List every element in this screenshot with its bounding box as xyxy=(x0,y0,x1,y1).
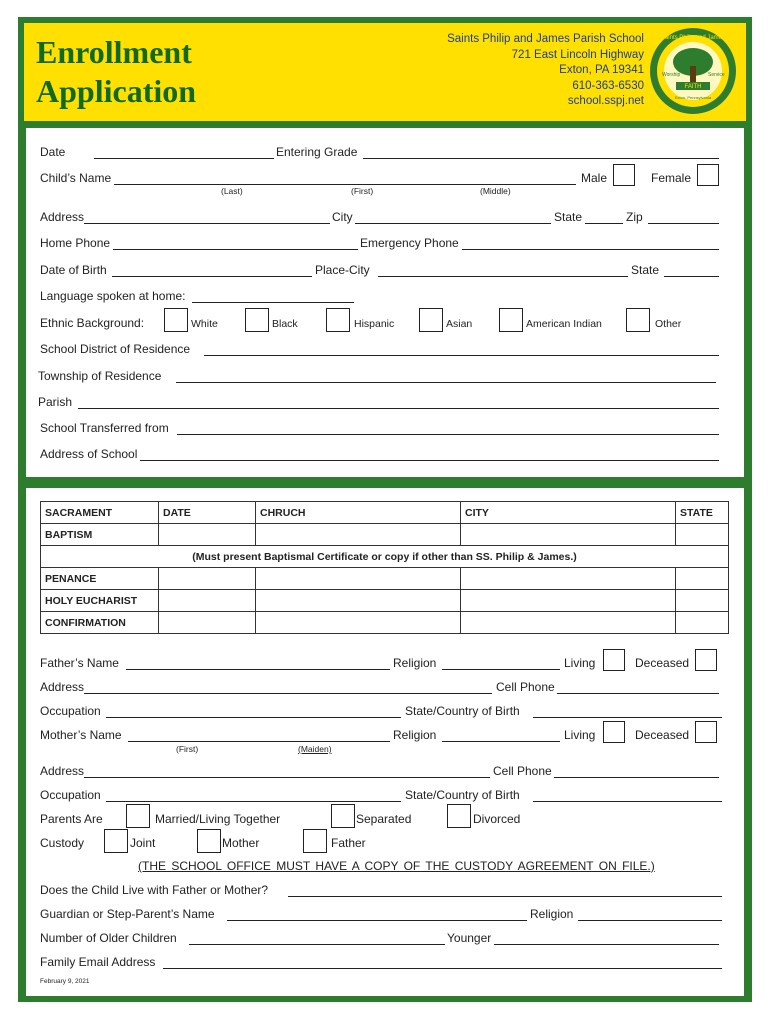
table-row xyxy=(41,568,729,590)
custody-joint-checkbox[interactable] xyxy=(104,829,128,853)
mother-religion-label: Religion xyxy=(393,728,437,742)
school-city: Exton, PA 19341 xyxy=(559,64,644,76)
ethnic-asian-checkbox[interactable] xyxy=(419,308,443,332)
entering-grade-field[interactable] xyxy=(363,158,719,159)
fathers-name-field[interactable] xyxy=(126,669,390,670)
father-deceased-checkbox[interactable] xyxy=(695,649,717,671)
baptism-state-cell[interactable] xyxy=(676,524,729,546)
father-birth-country-label: State/Country of Birth xyxy=(405,704,520,718)
divorced-label: Divorced xyxy=(473,812,521,826)
place-city-field[interactable] xyxy=(378,276,628,277)
female-checkbox[interactable] xyxy=(697,164,719,186)
fathers-name-label: Father’s Name xyxy=(40,656,119,670)
mother-living-label: Living xyxy=(564,728,596,742)
male-label: Male xyxy=(581,171,608,185)
mother-deceased-checkbox[interactable] xyxy=(695,721,717,743)
family-info-section xyxy=(26,488,744,996)
eucharist-state-cell[interactable] xyxy=(676,590,729,612)
father-deceased-label: Deceased xyxy=(635,656,690,670)
eucharist-date-cell[interactable] xyxy=(159,590,256,612)
family-email-field[interactable] xyxy=(163,968,722,969)
penance-city-cell[interactable] xyxy=(461,568,676,590)
father-address-label: Address xyxy=(40,680,85,694)
baptism-note: (Must present Baptismal Certificate or copy if other than SS. Philip & James.) xyxy=(41,546,729,568)
last-caption: (Last) xyxy=(221,186,243,196)
zip-field[interactable] xyxy=(648,223,719,224)
header-city: CITY xyxy=(461,502,676,524)
table-header-row xyxy=(41,502,729,524)
sacrament-penance: PENANCE xyxy=(41,568,159,590)
table-row xyxy=(41,546,729,568)
penance-state-cell[interactable] xyxy=(676,568,729,590)
mother-occupation-field[interactable] xyxy=(106,801,401,802)
father-birth-country-field[interactable] xyxy=(533,717,722,718)
sacrament-confirmation: CONFIRMATION xyxy=(41,612,159,634)
penance-date-cell[interactable] xyxy=(159,568,256,590)
address-label: Address xyxy=(40,210,85,224)
married-label: Married/Living Together xyxy=(155,812,281,826)
father-address-field[interactable] xyxy=(84,693,492,694)
middle-caption: (Middle) xyxy=(480,186,511,196)
date-of-birth-label: Date of Birth xyxy=(40,263,107,277)
township-field[interactable] xyxy=(176,382,716,383)
guardian-religion-label: Religion xyxy=(530,907,574,921)
mother-maiden-caption: (Maiden) xyxy=(298,744,332,754)
separated-label: Separated xyxy=(356,812,412,826)
address-of-school-label: Address of School xyxy=(40,447,138,461)
mother-first-caption: (First) xyxy=(176,744,199,754)
baptism-date-cell[interactable] xyxy=(159,524,256,546)
school-transferred-field[interactable] xyxy=(177,434,719,435)
school-district-field[interactable] xyxy=(204,355,719,356)
father-cell-phone-field[interactable] xyxy=(557,693,719,694)
baptism-city-cell[interactable] xyxy=(461,524,676,546)
childs-name-label: Child’s Name xyxy=(40,171,112,185)
father-cell-phone-label: Cell Phone xyxy=(496,680,555,694)
address-of-school-field[interactable] xyxy=(140,460,719,461)
township-label: Township of Residence xyxy=(38,369,162,383)
father-religion-label: Religion xyxy=(393,656,437,670)
language-field[interactable] xyxy=(192,302,354,303)
mother-address-field[interactable] xyxy=(84,777,490,778)
female-label: Female xyxy=(651,171,692,185)
sacrament-holy-eucharist: HOLY EUCHARIST xyxy=(41,590,159,612)
older-children-field[interactable] xyxy=(189,944,445,945)
ethnic-black-label: Black xyxy=(272,318,298,330)
confirmation-church-cell[interactable] xyxy=(256,612,461,634)
younger-field[interactable] xyxy=(494,944,719,945)
parish-field[interactable] xyxy=(78,408,719,409)
mother-cell-phone-field[interactable] xyxy=(554,777,719,778)
home-phone-label: Home Phone xyxy=(40,236,111,250)
custody-mother-label: Mother xyxy=(222,836,260,850)
school-website[interactable]: school.sspj.net xyxy=(567,95,644,107)
parents-are-label: Parents Are xyxy=(40,812,103,826)
mother-religion-field[interactable] xyxy=(442,741,560,742)
emergency-phone-field[interactable] xyxy=(462,249,719,250)
male-checkbox[interactable] xyxy=(613,164,635,186)
ethnic-hispanic-checkbox[interactable] xyxy=(326,308,350,332)
seal-right-text: Service xyxy=(708,72,725,78)
younger-label: Younger xyxy=(447,931,492,945)
confirmation-date-cell[interactable] xyxy=(159,612,256,634)
school-transferred-label: School Transferred from xyxy=(40,421,169,435)
ethnic-hispanic-label: Hispanic xyxy=(354,318,395,330)
mother-birth-country-field[interactable] xyxy=(533,801,722,802)
seal-faith-text: FAITH xyxy=(684,84,702,90)
mothers-name-label: Mother’s Name xyxy=(40,728,122,742)
ethnic-other-label: Other xyxy=(655,318,682,330)
birth-state-label: State xyxy=(631,263,660,277)
parish-label: Parish xyxy=(38,395,73,409)
ethnic-american-indian-checkbox[interactable] xyxy=(499,308,523,332)
father-occupation-field[interactable] xyxy=(106,717,401,718)
emergency-phone-label: Emergency Phone xyxy=(360,236,459,250)
birth-state-field[interactable] xyxy=(664,276,719,277)
seal-left-text: Worship xyxy=(662,72,681,78)
eucharist-church-cell[interactable] xyxy=(256,590,461,612)
state-label: State xyxy=(554,210,583,224)
header-banner xyxy=(24,23,746,121)
school-name: Saints Philip and James Parish School xyxy=(447,33,644,45)
father-occupation-label: Occupation xyxy=(40,704,101,718)
guardian-label: Guardian or Step-Parent’s Name xyxy=(40,907,215,921)
penance-church-cell[interactable] xyxy=(256,568,461,590)
custody-joint-label: Joint xyxy=(130,836,156,850)
state-field[interactable] xyxy=(585,223,623,224)
date-label: Date xyxy=(40,145,66,159)
language-label: Language spoken at home: xyxy=(40,289,186,303)
mother-birth-country-label: State/Country of Birth xyxy=(405,788,520,802)
custody-note: (THE SCHOOL OFFICE MUST HAVE A COPY OF THE CUSTODY AGREEMENT ON FILE.) xyxy=(138,859,655,873)
page-title xyxy=(36,33,196,111)
date-of-birth-field[interactable] xyxy=(112,276,312,277)
seal-subtext: Exton, Pennsylvania xyxy=(674,95,712,100)
live-with-field[interactable] xyxy=(288,896,722,897)
mother-living-checkbox[interactable] xyxy=(603,721,625,743)
school-address: 721 East Lincoln Highway xyxy=(511,48,644,61)
mother-deceased-label: Deceased xyxy=(635,728,690,742)
custody-label: Custody xyxy=(40,836,85,850)
custody-father-label: Father xyxy=(331,836,366,850)
ethnic-black-checkbox[interactable] xyxy=(245,308,269,332)
zip-label: Zip xyxy=(626,210,643,224)
live-with-label: Does the Child Live with Father or Mother? xyxy=(40,883,269,897)
father-religion-field[interactable] xyxy=(442,669,560,670)
mothers-name-field[interactable] xyxy=(128,741,390,742)
mother-address-label: Address xyxy=(40,764,85,778)
school-district-label: School District of Residence xyxy=(40,342,191,356)
home-phone-field[interactable] xyxy=(113,249,358,250)
custody-father-checkbox[interactable] xyxy=(303,829,327,853)
seal-top-text: Saints Philip and James xyxy=(660,35,726,41)
table-row xyxy=(41,590,729,612)
date-field[interactable] xyxy=(94,158,274,159)
title-line-1: Enrollment xyxy=(36,34,192,70)
family-email-label: Family Email Address xyxy=(40,955,156,969)
student-info-section xyxy=(26,128,744,477)
school-info xyxy=(447,32,644,110)
header-sacrament: SACRAMENT xyxy=(41,502,159,524)
mother-occupation-label: Occupation xyxy=(40,788,101,802)
mother-cell-phone-label: Cell Phone xyxy=(493,764,552,778)
place-city-label: Place-City xyxy=(315,263,370,277)
address-field[interactable] xyxy=(84,223,330,224)
separated-checkbox[interactable] xyxy=(331,804,355,828)
ethnic-american-indian-label: American Indian xyxy=(526,318,602,330)
divorced-checkbox[interactable] xyxy=(447,804,471,828)
baptism-church-cell[interactable] xyxy=(256,524,461,546)
ethnic-white-label: White xyxy=(191,318,218,330)
header-church: CHRUCH xyxy=(256,502,461,524)
header-date: DATE xyxy=(159,502,256,524)
childs-name-field[interactable] xyxy=(114,184,576,185)
father-living-checkbox[interactable] xyxy=(603,649,625,671)
married-checkbox[interactable] xyxy=(126,804,150,828)
school-phone: 610-363-6530 xyxy=(572,79,644,92)
ethnic-background-label: Ethnic Background: xyxy=(40,316,145,330)
table-row xyxy=(41,524,729,546)
ethnic-asian-label: Asian xyxy=(446,318,473,330)
entering-grade-label: Entering Grade xyxy=(276,145,358,159)
ethnic-white-checkbox[interactable] xyxy=(164,308,188,332)
title-line-2: Application xyxy=(36,73,197,109)
city-label: City xyxy=(332,210,353,224)
older-children-label: Number of Older Children xyxy=(40,931,177,945)
city-field[interactable] xyxy=(355,223,551,224)
sacrament-table xyxy=(40,501,729,634)
father-living-label: Living xyxy=(564,656,596,670)
header-state: STATE xyxy=(676,502,729,524)
footer-date: February 9, 2021 xyxy=(40,978,90,985)
guardian-field[interactable] xyxy=(227,920,527,921)
table-row xyxy=(41,612,729,634)
ethnic-other-checkbox[interactable] xyxy=(626,308,650,332)
eucharist-city-cell[interactable] xyxy=(461,590,676,612)
first-caption: (First) xyxy=(351,186,374,196)
sacrament-baptism: BAPTISM xyxy=(41,524,159,546)
confirmation-city-cell[interactable] xyxy=(461,612,676,634)
guardian-religion-field[interactable] xyxy=(578,920,722,921)
confirmation-state-cell[interactable] xyxy=(676,612,729,634)
school-seal-logo xyxy=(648,26,738,116)
custody-mother-checkbox[interactable] xyxy=(197,829,221,853)
